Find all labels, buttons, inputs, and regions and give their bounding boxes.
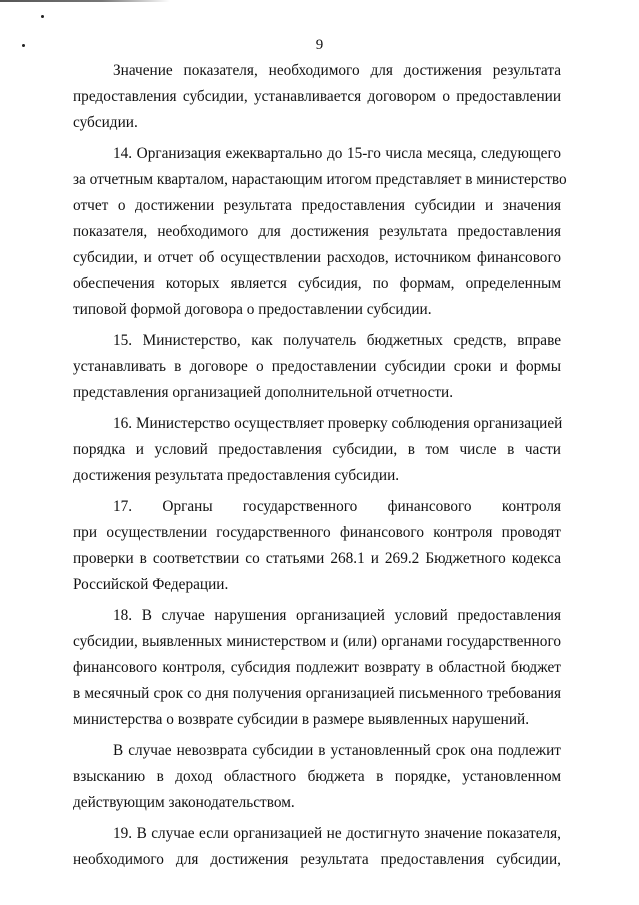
paragraph-line: при осуществлении государственного финансового контроля проводят: [73, 524, 561, 541]
paragraph-line: отчет о достижении результата предоставления субсидии и значения: [73, 197, 561, 214]
paragraph-line: необходимого для достижения результата предоставления субсидии,: [73, 851, 561, 868]
paragraph-line: Российской Федерации.: [73, 576, 229, 593]
paragraph-line: порядка и условий предоставления субсидии, в том числе в части: [73, 441, 561, 458]
paragraph-line: финансового контроля, субсидия подлежит возврату в областной бюджет: [73, 659, 561, 676]
paragraph: [73, 821, 561, 873]
paragraph-line: взысканию в доход областного бюджета в порядке, установленном: [73, 768, 561, 785]
paragraph-line: 16. Министерство осуществляет проверку соблюдения организацией: [113, 415, 563, 432]
paragraph: [73, 141, 567, 323]
paragraph-line: проверки в соответствии со статьями 268.1 и 269.2 Бюджетного кодекса: [73, 550, 561, 567]
paragraph-line: Значение показателя, необходимого для достижения результата: [113, 62, 561, 79]
document-body: [73, 58, 567, 873]
scan-speck: [41, 15, 44, 18]
paragraph-line: 15. Министерство, как получатель бюджетных средств, вправе: [113, 332, 561, 349]
paragraph: [73, 411, 561, 489]
paragraph-line: типовой формой договора о предоставлении субсидии.: [73, 301, 432, 318]
paragraph: [73, 494, 561, 598]
paragraph-line: 19. В случае если организацией не достигнуто значение показателя,: [113, 825, 561, 842]
paragraph-line: показателя, необходимого для достижения результата предоставления: [73, 223, 561, 240]
paragraph-line: обеспечения которых является субсидия, по формам, определенным: [73, 275, 561, 292]
paragraph-line: представления организацией дополнительной отчетности.: [73, 384, 454, 401]
paragraph-line: 17. Органы государственного финансового контроля: [113, 498, 561, 515]
paragraph-line: в месячный срок со дня получения организацией письменного требования: [73, 685, 561, 702]
paragraph-line: В случае невозврата субсидии в установленный срок она подлежит: [113, 742, 561, 759]
paragraph-line: устанавливать в договоре о предоставлении субсидии сроки и формы: [73, 358, 561, 375]
paragraph-line: министерства о возврате субсидии в размере выявленных нарушений.: [73, 711, 530, 728]
paragraph-line: субсидии, и отчет об осуществлении расходов, источником финансового: [73, 249, 561, 266]
paragraph: [73, 328, 561, 406]
paragraph: [73, 603, 561, 733]
paragraph: [73, 738, 561, 816]
page-number: 9: [315, 37, 324, 53]
paragraph-line: 18. В случае нарушения организацией условий предоставления: [113, 607, 561, 624]
paragraph-line: действующим законодательством.: [73, 794, 295, 811]
scan-edge-line: [0, 0, 170, 2]
paragraph-line: предоставления субсидии, устанавливается договором о предоставлении: [73, 88, 561, 105]
paragraph-line: достижения результата предоставления субсидии.: [73, 467, 400, 484]
paragraph-line: субсидии, выявленных министерством и (или) органами государственного: [73, 633, 561, 650]
paragraph-line: за отчетным кварталом, нарастающим итогом представляет в министерство: [73, 171, 567, 188]
paragraph-line: 14. Организация ежеквартально до 15-го числа месяца, следующего: [113, 145, 561, 162]
paragraph-line: субсидии.: [73, 114, 138, 131]
paragraph: [73, 58, 561, 136]
